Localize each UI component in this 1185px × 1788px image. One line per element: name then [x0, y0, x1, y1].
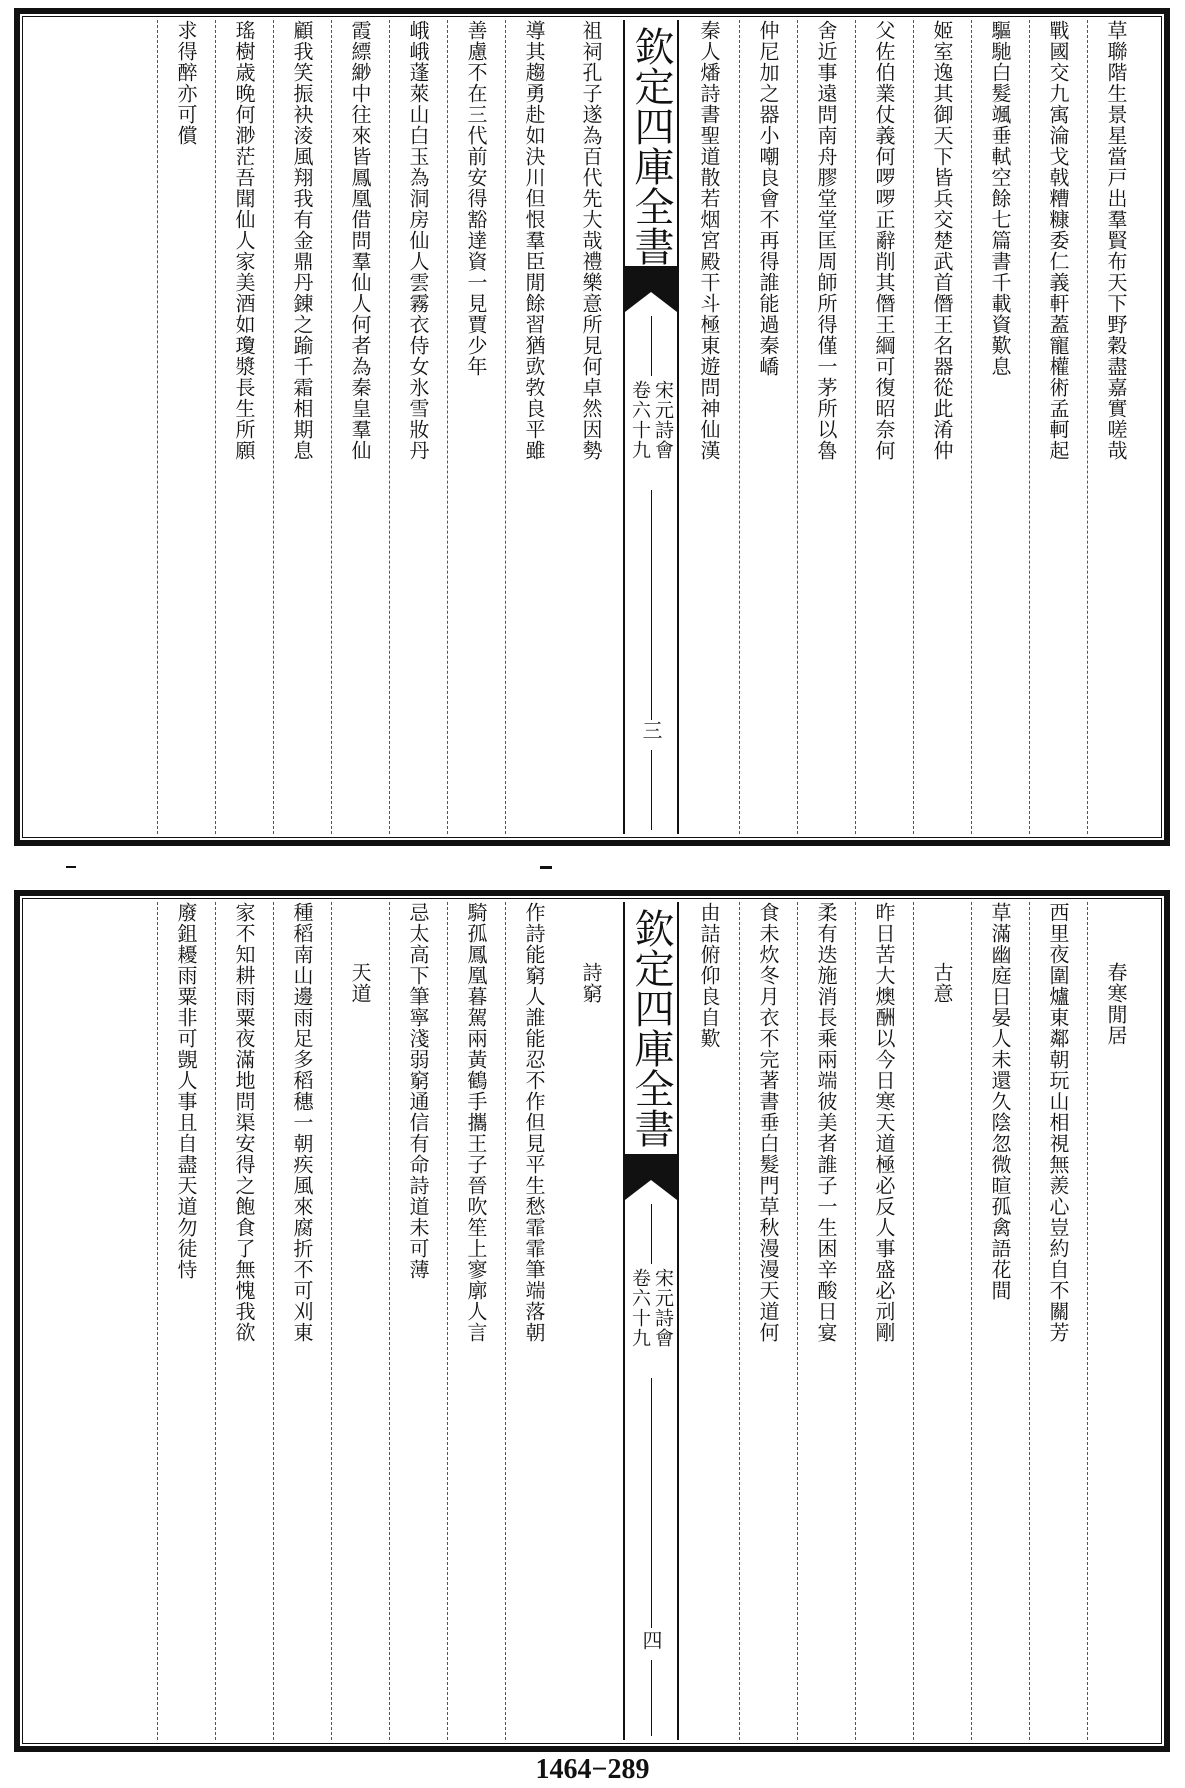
- bottom-page-text-area: [26, 902, 1158, 1740]
- column-text: 父佐伯業仗義何啰啰正辭削其僭王綱可復昭奈何: [872, 20, 896, 461]
- volume-number: 卷六十九: [629, 1268, 651, 1348]
- text-column: [797, 20, 854, 834]
- text-column: [563, 20, 619, 834]
- column-text: 峨峨蓬萊山白玉為洞房仙人雲霧衣侍女氷雪妝丹: [406, 20, 430, 461]
- poem-title: 春寒閒居: [1104, 962, 1128, 1046]
- column-text: 忌太高下筆寧淺弱窮通信有命詩道未可薄: [406, 902, 430, 1280]
- fish-tail-mark: [625, 1154, 677, 1176]
- column-text: 善慮不在三代前安得豁達資一見賈少年: [464, 20, 488, 377]
- poem-title: 天道: [348, 962, 372, 1004]
- column-text: 昨日苦大燠酬以今日寒天道極必反人事盛必刓剛: [872, 902, 896, 1343]
- column-text: 顧我笑振袂淩風翔我有金鼎丹錬之踰千霜相期息: [290, 20, 314, 461]
- text-column: [215, 902, 272, 1740]
- page-gutter: [623, 20, 679, 834]
- fish-tail-mark: [625, 266, 677, 288]
- gutter-rule: [651, 490, 652, 720]
- text-column: [157, 902, 214, 1740]
- column-text: 祖祠孔子遂為百代先大哉禮樂意所見何卓然因勢: [579, 20, 603, 461]
- text-column: [215, 20, 272, 834]
- column-text: 食未炊冬月衣不完著書垂白髮門草秋漫漫天道何: [756, 902, 780, 1343]
- poem-title-column: [1087, 902, 1144, 1740]
- text-column: [157, 20, 214, 834]
- text-column: [505, 902, 562, 1740]
- text-column: [273, 902, 330, 1740]
- column-text: 驅馳白髮颯垂軾空餘七篇書千載資歎息: [988, 20, 1012, 377]
- column-text: 姬室逸其御天下皆兵交楚武首僭王名器從此淆仲: [930, 20, 954, 461]
- registration-mark: [66, 866, 76, 868]
- column-text: 家不知耕雨粟夜滿地問渠安得之飽食了無愧我欲: [232, 902, 256, 1343]
- column-text: 廢鉏耰雨粟非可覬人事且自盡天道勿徒恃: [174, 902, 198, 1280]
- column-text: 由詰俯仰良自歎: [697, 902, 721, 1049]
- column-text: 舍近事遠問南舟膠堂堂匡周師所得僅一茅所以魯: [814, 20, 838, 461]
- column-text: 草聯階生景星當戸出羣賢布天下野穀盡嘉實嗟哉: [1104, 20, 1128, 461]
- text-column: [681, 20, 737, 834]
- poem-title-column: [913, 902, 970, 1740]
- gutter-rule: [651, 1660, 652, 1736]
- column-text: 騎孤鳳凰暮駕兩黃鶴手攜王子晉吹笙上寥廓人言: [464, 902, 488, 1343]
- text-column: [855, 20, 912, 834]
- text-column: [389, 902, 446, 1740]
- column-text: 仲尼加之器小嘲良會不再得誰能過秦嶠: [756, 20, 780, 377]
- bottom-page-frame: [14, 890, 1170, 1752]
- text-column: [797, 902, 854, 1740]
- text-column: [913, 20, 970, 834]
- text-column: [389, 20, 446, 834]
- column-text: 戰國交九㝢淪戈戟糟糠委仁義軒蓋寵權術孟軻起: [1046, 20, 1070, 461]
- gutter-rule: [651, 316, 652, 376]
- column-text: 導其趨勇赴如決川但恨羣臣閒餘習猶㰯㪍良平雖: [522, 20, 546, 461]
- gutter-title: 欽定四庫全書: [628, 26, 674, 266]
- gutter-rule: [651, 750, 652, 830]
- registration-mark: [540, 866, 552, 869]
- text-column: [971, 20, 1028, 834]
- poem-title-column: [563, 902, 619, 1740]
- book-title: 宋元詩會: [652, 380, 674, 460]
- text-column: [681, 902, 737, 1740]
- column-text: 瑤樹歳晚何渺茫吾聞仙人家美酒如瓊漿長生所願: [232, 20, 256, 461]
- column-text: 草滿幽庭日晏人未還久陰忽微暄孤禽語花間: [988, 902, 1012, 1301]
- text-column: [855, 902, 912, 1740]
- poem-title: 古意: [930, 962, 954, 1004]
- poem-title-column: [331, 902, 388, 1740]
- page-gutter: [623, 902, 679, 1740]
- text-column: [739, 902, 796, 1740]
- gutter-volume: [625, 380, 677, 460]
- column-text: 西里夜圍爐東鄰朝玩山相視無羨心豈約自不關芳: [1046, 902, 1070, 1343]
- text-column: [331, 20, 388, 834]
- text-column: [739, 20, 796, 834]
- fish-tail-notch: [625, 1174, 677, 1200]
- gutter-title: 欽定四庫全書: [628, 908, 674, 1148]
- text-column: [971, 902, 1028, 1740]
- volume-number: 卷六十九: [629, 380, 651, 460]
- top-page-frame: [14, 8, 1170, 846]
- column-text: 種稻南山邊雨足多稻穗一朝疾風來腐折不可刈東: [290, 902, 314, 1343]
- fish-tail-notch: [625, 286, 677, 312]
- text-column: [447, 20, 504, 834]
- gutter-page-number: 三: [639, 720, 663, 743]
- text-column: [447, 902, 504, 1740]
- column-text: 求得醉亦可償: [174, 20, 198, 146]
- top-page-text-area: [26, 20, 1158, 834]
- column-text: 作詩能窮人誰能忍不作但見平生愁霏霏筆端落朝: [522, 902, 546, 1343]
- book-title: 宋元詩會: [652, 1268, 674, 1348]
- text-column: [1087, 20, 1144, 834]
- column-text: 霞縹緲中往來皆鳳凰借問羣仙人何者為秦皇羣仙: [348, 20, 372, 461]
- gutter-volume: [625, 1268, 677, 1348]
- poem-title: 詩窮: [579, 962, 603, 1004]
- page-footer-number: 1464−289: [535, 1754, 650, 1785]
- gutter-rule: [651, 1204, 652, 1264]
- column-text: 秦人燔詩書聖道散若烟宮殿干斗極東遊問神仙漢: [697, 20, 721, 461]
- gutter-rule: [651, 1378, 652, 1628]
- text-column: [273, 20, 330, 834]
- gutter-page-number: 四: [639, 1630, 663, 1653]
- text-column: [1029, 902, 1086, 1740]
- column-text: 柔有迭施消長乘兩端彼美者誰子一生困辛酸日宴: [814, 902, 838, 1343]
- text-column: [1029, 20, 1086, 834]
- text-column: [505, 20, 562, 834]
